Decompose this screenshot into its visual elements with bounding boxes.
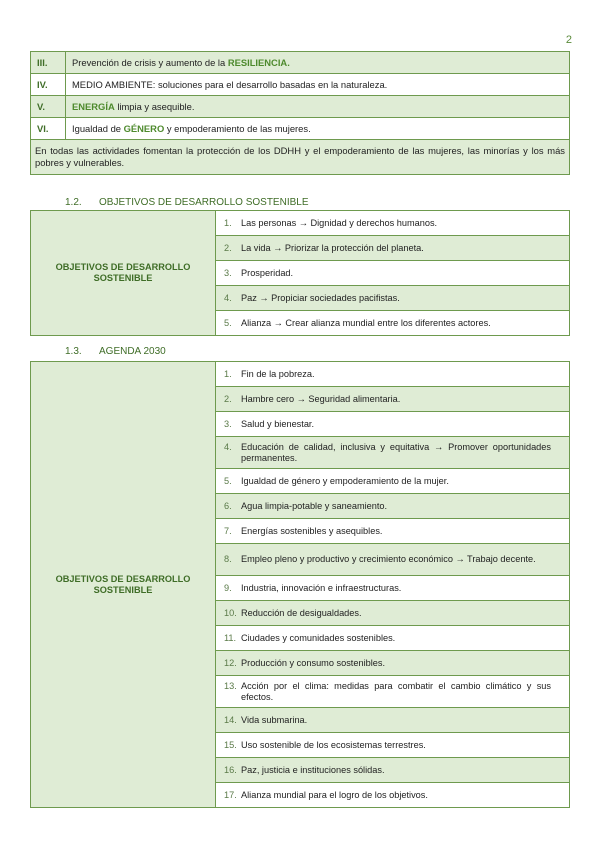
goal-text: Fin de la pobreza. (241, 368, 315, 379)
principle-text: MEDIO AMBIENTE: soluciones para el desarrollo basadas en la naturaleza. (66, 74, 570, 96)
principle-text: Igualdad de GÉNERO y empoderamiento de las mujeres. (66, 118, 570, 140)
goal-item (216, 708, 570, 733)
goal-text: Prosperidad. (241, 267, 294, 278)
goal-text: Ciudades y comunidades sostenibles. (241, 632, 396, 643)
section-number: 1.2. (65, 197, 82, 208)
principles-table (30, 51, 570, 175)
goal-item (216, 676, 570, 708)
goal-item (216, 758, 570, 783)
goal-row (31, 211, 570, 236)
goal-item (216, 519, 570, 544)
section-heading-agenda (65, 346, 166, 357)
principle-number: V. (31, 96, 66, 118)
goal-item (216, 412, 570, 437)
goal-text: Acción por el clima: medidas para combatir el cambio climático y sus efectos. (241, 680, 551, 702)
goal-number: 12. (224, 657, 237, 668)
principle-row (31, 96, 570, 118)
principle-row (31, 118, 570, 140)
principle-text: Prevención de crisis y aumento de la RESILIENCIA. (66, 52, 570, 74)
goal-number: 7. (224, 525, 232, 536)
goal-number: 2. (224, 393, 232, 404)
goal-item (216, 494, 570, 519)
goal-text: Las personas → Dignidad y derechos humanos. (241, 217, 438, 228)
goal-item (216, 286, 570, 311)
goal-number: 13. (224, 680, 237, 691)
goal-item (216, 311, 570, 336)
goal-text: Vida submarina. (241, 714, 308, 725)
goal-number: 9. (224, 582, 232, 593)
goal-text: Igualdad de género y empoderamiento de la mujer. (241, 475, 449, 486)
goal-number: 8. (224, 554, 232, 564)
goal-item (216, 783, 570, 808)
page-number: 2 (565, 34, 572, 46)
goal-number: 4. (224, 292, 232, 303)
goal-number: 3. (224, 267, 232, 278)
goal-text: Producción y consumo sostenibles. (241, 657, 386, 668)
section-number: 1.3. (65, 346, 82, 357)
goal-item (216, 261, 570, 286)
goal-number: 16. (224, 764, 237, 775)
section-title: AGENDA 2030 (99, 346, 166, 357)
goal-item (216, 236, 570, 261)
goal-item (216, 576, 570, 601)
goal-text: La vida → Priorizar la protección del planeta. (241, 242, 424, 253)
goal-number: 2. (224, 242, 232, 253)
principle-number: IV. (31, 74, 66, 96)
goal-number: 4. (224, 441, 232, 452)
goal-number: 11. (224, 632, 237, 643)
principle-number: III. (31, 52, 66, 74)
goal-number: 1. (224, 217, 232, 228)
goal-item (216, 626, 570, 651)
goal-item (216, 362, 570, 387)
goal-item (216, 437, 570, 469)
goal-text: Agua limpia-potable y saneamiento. (241, 500, 388, 511)
goal-text: Alianza mundial para el logro de los objetivos. (241, 789, 428, 800)
goals-label: OBJETIVOS DE DESARROLLO SOSTENIBLE (31, 211, 216, 336)
goal-item (216, 469, 570, 494)
principle-text: ENERGÍA limpia y asequible. (66, 96, 570, 118)
section-heading-ods (65, 197, 309, 208)
goal-number: 5. (224, 317, 232, 328)
goal-number: 15. (224, 739, 237, 750)
goal-item (216, 544, 570, 576)
goal-text: Energías sostenibles y asequibles. (241, 525, 383, 536)
section-title: OBJETIVOS DE DESARROLLO SOSTENIBLE (99, 197, 309, 208)
principle-row (31, 74, 570, 96)
ods-table (30, 210, 570, 336)
goal-number: 3. (224, 418, 232, 429)
agenda-table (30, 361, 570, 808)
goals-label: OBJETIVOS DE DESARROLLO SOSTENIBLE (31, 362, 216, 808)
goal-text: Educación de calidad, inclusiva y equitativa → Promover oportunidades permanentes. (241, 441, 551, 463)
goal-text: Reducción de desigualdades. (241, 607, 362, 618)
goal-item (216, 651, 570, 676)
principle-number: VI. (31, 118, 66, 140)
goal-number: 10. (224, 607, 237, 618)
goal-number: 1. (224, 368, 232, 379)
goal-text: Hambre cero → Seguridad alimentaria. (241, 393, 401, 404)
goal-text: Alianza → Crear alianza mundial entre los diferentes actores. (241, 317, 491, 328)
goal-row (31, 362, 570, 387)
goal-item (216, 733, 570, 758)
principle-row (31, 52, 570, 74)
goal-number: 6. (224, 500, 232, 511)
goal-item (216, 601, 570, 626)
note-row (31, 140, 570, 175)
goal-text: Salud y bienestar. (241, 418, 315, 429)
goal-text: Uso sostenible de los ecosistemas terrestres. (241, 739, 426, 750)
goal-text: Empleo pleno y productivo y crecimiento económico → Trabajo decente. (241, 554, 536, 564)
goal-number: 17. (224, 789, 237, 800)
goal-text: Industria, innovación e infraestructuras. (241, 582, 402, 593)
note-text: En todas las actividades fomentan la protección de los DDHH y el empoderamiento de las mujeres, las minorías y los más pobres y vulnerables. (31, 140, 570, 175)
goal-item (216, 387, 570, 412)
goal-number: 5. (224, 475, 232, 486)
goal-text: Paz → Propiciar sociedades pacifistas. (241, 292, 400, 303)
goal-text: Paz, justicia e instituciones sólidas. (241, 764, 385, 775)
goal-item (216, 211, 570, 236)
goal-number: 14. (224, 714, 237, 725)
